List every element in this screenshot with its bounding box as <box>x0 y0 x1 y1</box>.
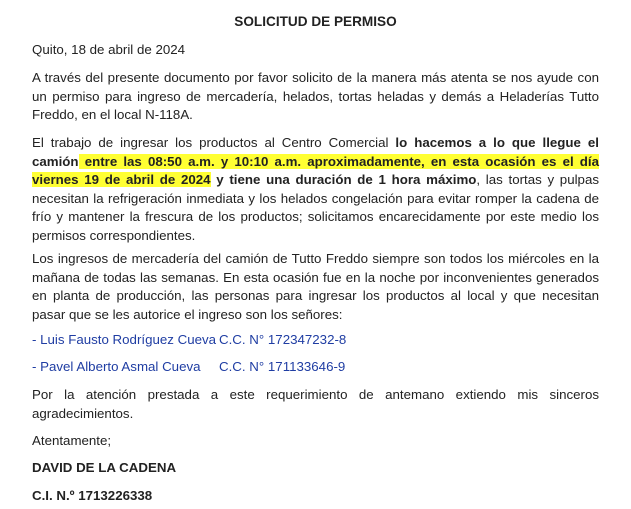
paragraph-schedule <box>32 134 599 245</box>
duration-bold-text: y tiene una duración de 1 hora máximo <box>210 172 477 187</box>
person-list-item <box>32 331 346 349</box>
paragraph-thanks: Por la atención prestada a este requerimiento de antemano extiendo mis sinceros agradecimientos. <box>32 387 599 421</box>
person-name: - Pavel Alberto Asmal Cueva <box>32 359 201 374</box>
paragraph-request: A través del presente documento por favor solicito de la manera más atenta se nos ayude con un permiso para ingreso de mercadería, helados, tortas heladas y demás a Heladerías Tutto Freddo, en el local N-118A. <box>32 70 599 122</box>
schedule-bold-text: lo hacemos a lo que llegue el camión <box>32 135 599 169</box>
person-list-item <box>32 358 345 376</box>
person-id: C.C. N° 171133646-9 <box>219 359 346 374</box>
schedule-rest-text: , las tortas y pulpas necesitan la refrigeración inmediata y los helados congelación para evitar romper la cadena de frío y mantener la frescura de los productos; solicitamos encarecidamente por este medio los permisos correspondientes. <box>32 172 599 243</box>
signer-id: C.I. N.º 1713226338 <box>32 488 153 503</box>
date-line: Quito, 18 de abril de 2024 <box>32 42 186 57</box>
signer-name: DAVID DE LA CADENA <box>32 460 177 475</box>
person-name: - Luis Fausto Rodríguez Cueva <box>32 332 217 347</box>
schedule-highlighted-text: entre las 08:50 a.m. y 10:10 a.m. aproximadamente, en esta ocasión es el día viernes 19 de abril de 2024 <box>32 153 599 187</box>
closing-text: Atentamente; <box>32 433 112 448</box>
document-title: SOLICITUD DE PERMISO <box>234 14 397 29</box>
schedule-intro-text: El trabajo de ingresar los productos al Centro Comercial <box>32 135 396 150</box>
person-id: C.C. N° 172347232-8 <box>219 332 347 347</box>
paragraph-persons-intro: Los ingresos de mercadería del camión de Tutto Freddo siempre son todos los miércoles en la mañana de todas las semanas. En esta ocasión fue en la noche por inconvenientes generados en planta de producción, las personas para ingresar los productos al local y que necesitan pasar que se les autorice el ingreso son los señores: <box>32 251 599 322</box>
